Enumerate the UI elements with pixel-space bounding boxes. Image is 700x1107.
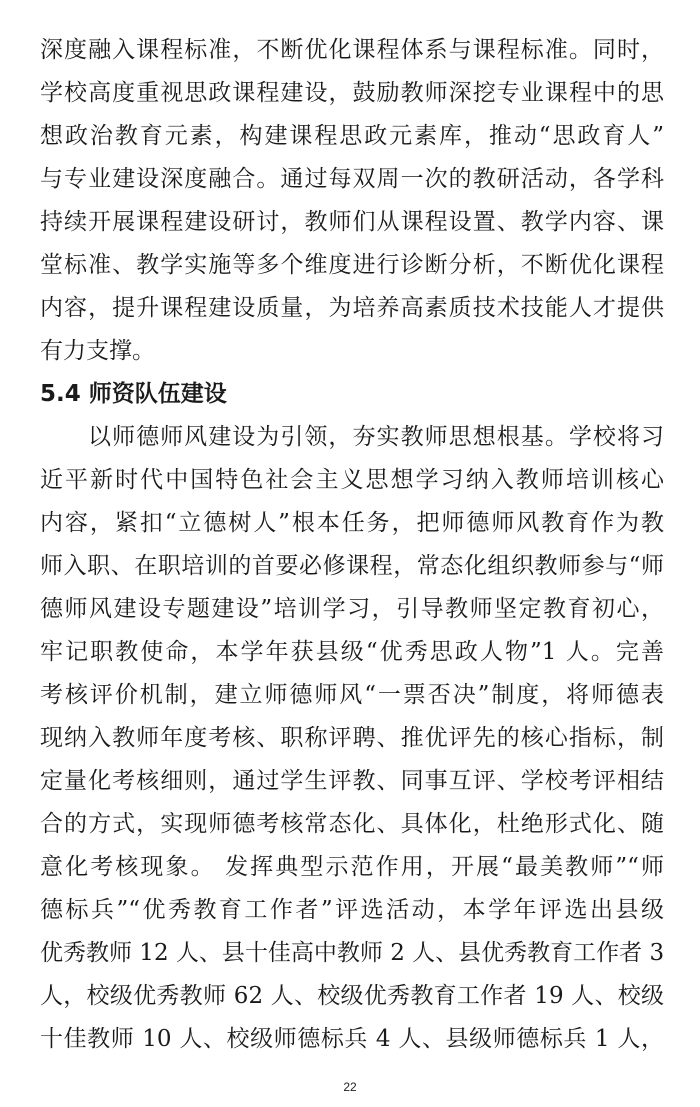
paragraph-line: 内容，紧扣“立德树人”根本任务，把师德师风教育作为教 bbox=[40, 510, 664, 536]
paragraph-line: 与专业建设深度融合。通过每双周一次的教研活动，各学科 bbox=[40, 166, 664, 192]
paragraph-line: 深度融入课程标准，不断优化课程体系与课程标准。同时， bbox=[40, 37, 664, 63]
paragraph-line: 意化考核现象。 发挥典型示范作用，开展“最美教师”“师 bbox=[40, 854, 664, 880]
paragraph-line: 内容，提升课程建设质量，为培养高素质技术技能人才提供 bbox=[40, 295, 664, 321]
paragraph-line: 十佳教师 10 人、校级师德标兵 4 人、县级师德标兵 1 人， bbox=[40, 1026, 664, 1052]
paragraph-line: 学校高度重视思政课程建设，鼓励教师深挖专业课程中的思 bbox=[40, 80, 664, 106]
paragraph-line: 德标兵”“优秀教育工作者”评选活动，本学年评选出县级 bbox=[40, 897, 664, 923]
paragraph-line: 堂标准、教学实施等多个维度进行诊断分析，不断优化课程 bbox=[40, 252, 664, 278]
paragraph-line: 优秀教师 12 人、县十佳高中教师 2 人、县优秀教育工作者 3 bbox=[40, 940, 664, 966]
paragraph-line: 定量化考核细则，通过学生评教、同事互评、学校考评相结 bbox=[40, 768, 664, 794]
paragraph-line: 合的方式，实现师德考核常态化、具体化，杜绝形式化、随 bbox=[40, 811, 664, 837]
paragraph-line: 近平新时代中国特色社会主义思想学习纳入教师培训核心 bbox=[40, 467, 664, 493]
paragraph-line: 德师风建设专题建设”培训学习，引导教师坚定教育初心， bbox=[40, 596, 664, 622]
paragraph-line: 师入职、在职培训的首要必修课程，常态化组织教师参与“师 bbox=[40, 553, 664, 579]
section-heading: 5.4 师资队伍建设 bbox=[40, 381, 227, 407]
paragraph-line: 牢记职教使命，本学年获县级“优秀思政人物”1 人。完善 bbox=[40, 639, 664, 665]
paragraph-line: 以师德师风建设为引领，夯实教师思想根基。学校将习 bbox=[88, 424, 664, 450]
paragraph-line: 考核评价机制，建立师德师风“一票否决”制度，将师德表 bbox=[40, 682, 664, 708]
paragraph-line: 有力支撑。 bbox=[40, 338, 155, 364]
paragraph-line: 现纳入教师年度考核、职称评聘、推优评先的核心指标，制 bbox=[40, 725, 664, 751]
paragraph-line: 持续开展课程建设研讨，教师们从课程设置、教学内容、课 bbox=[40, 209, 664, 235]
paragraph-line: 想政治教育元素，构建课程思政元素库，推动“思政育人” bbox=[40, 123, 664, 149]
paragraph-line: 人，校级优秀教师 62 人、校级优秀教育工作者 19 人、校级 bbox=[40, 983, 664, 1009]
page-number: 22 bbox=[343, 1080, 357, 1094]
